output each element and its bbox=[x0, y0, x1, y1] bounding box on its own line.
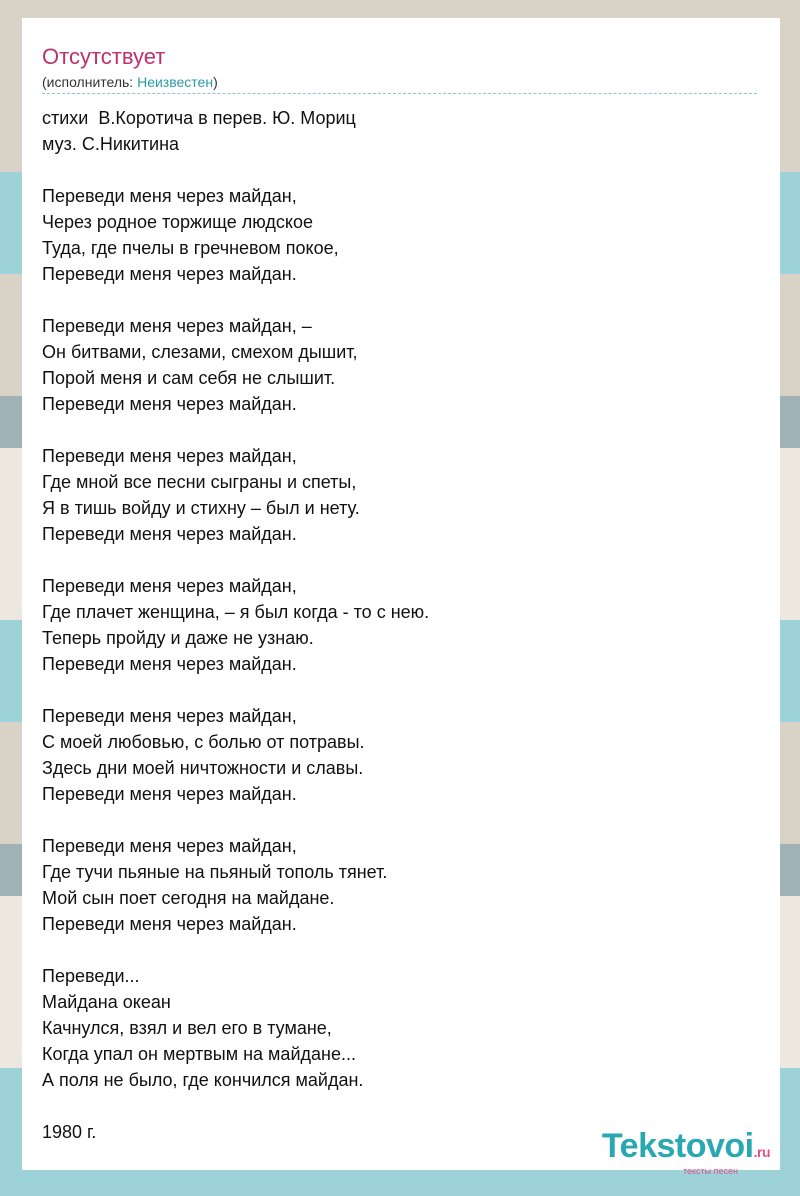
lyrics-line: Переведи меня через майдан, bbox=[42, 186, 297, 206]
lyrics-line: Переведи меня через майдан, bbox=[42, 706, 297, 726]
lyrics-line: Переведи меня через майдан, bbox=[42, 446, 297, 466]
lyrics-line: Переведи меня через майдан, bbox=[42, 836, 297, 856]
lyrics-line bbox=[42, 287, 752, 313]
lyrics-line bbox=[42, 937, 752, 963]
lyrics-line: Где тучи пьяные на пьяный тополь тянет. bbox=[42, 862, 388, 882]
lyrics-line: Переведи меня через майдан. bbox=[42, 654, 297, 674]
lyrics-line bbox=[42, 677, 752, 703]
logo-tagline: тексты песен bbox=[682, 1166, 738, 1176]
lyrics-line bbox=[42, 547, 752, 573]
lyrics-line: Переведи меня через майдан. bbox=[42, 264, 297, 284]
lyrics-line: Теперь пройду и даже не узнаю. bbox=[42, 628, 314, 648]
lyrics-line: Где плачет женщина, – я был когда - то с нею. bbox=[42, 602, 430, 622]
artist-prefix: (исполнитель: bbox=[42, 74, 138, 90]
lyrics-line bbox=[42, 417, 752, 443]
site-logo[interactable] bbox=[602, 1128, 770, 1176]
artist-link[interactable]: Неизвестен bbox=[137, 74, 214, 90]
lyrics-line: Переведи меня через майдан, bbox=[42, 576, 297, 596]
lyrics-line: Мой сын поет сегодня на майдане. bbox=[42, 888, 335, 908]
lyrics-line: Переведи... bbox=[42, 966, 140, 986]
logo-tld: .ru bbox=[753, 1144, 770, 1160]
logo-name: Tekstovoi bbox=[601, 1127, 754, 1165]
lyrics-line: 1980 г. bbox=[42, 1122, 97, 1142]
lyrics-line: Здесь дни моей ничтожности и славы. bbox=[42, 758, 364, 778]
artist-line bbox=[42, 73, 218, 91]
lyrics-line: Когда упал он мертвым на майдане... bbox=[42, 1044, 356, 1064]
lyrics-line: Переведи меня через майдан, – bbox=[42, 316, 312, 336]
lyrics-line: Переведи меня через майдан. bbox=[42, 784, 297, 804]
lyrics-line: Через родное торжище людское bbox=[42, 212, 313, 232]
lyrics-line bbox=[42, 157, 752, 183]
song-title: Отсутствует bbox=[42, 44, 166, 69]
lyrics-line: Майдана океан bbox=[42, 992, 171, 1012]
lyrics-line bbox=[42, 807, 752, 833]
lyrics-line: Где мной все песни сыграны и спеты, bbox=[42, 472, 357, 492]
lyrics-line: Он битвами, слезами, смехом дышит, bbox=[42, 342, 358, 362]
lyrics-line: стихи В.Коротича в перев. Ю. Мориц bbox=[42, 108, 356, 128]
lyrics-line: Переведи меня через майдан. bbox=[42, 394, 297, 414]
lyrics-line: Порой меня и сам себя не слышит. bbox=[42, 368, 336, 388]
title-divider bbox=[42, 93, 757, 94]
lyrics-line bbox=[42, 1093, 752, 1119]
lyrics-line: Туда, где пчелы в гречневом покое, bbox=[42, 238, 339, 258]
lyrics-line: муз. С.Никитина bbox=[42, 134, 180, 154]
lyrics-line: Переведи меня через майдан. bbox=[42, 524, 297, 544]
lyrics-line: Переведи меня через майдан. bbox=[42, 914, 297, 934]
lyrics-card bbox=[22, 18, 780, 1170]
artist-suffix: ) bbox=[213, 74, 218, 90]
lyrics-text bbox=[42, 105, 752, 1145]
lyrics-line: А поля не было, где кончился майдан. bbox=[42, 1070, 364, 1090]
lyrics-line: Я в тишь войду и стихну – был и нету. bbox=[42, 498, 360, 518]
lyrics-line: Качнулся, взял и вел его в тумане, bbox=[42, 1018, 332, 1038]
logo-wordmark bbox=[602, 1128, 770, 1170]
lyrics-line: С моей любовью, с болью от потравы. bbox=[42, 732, 365, 752]
